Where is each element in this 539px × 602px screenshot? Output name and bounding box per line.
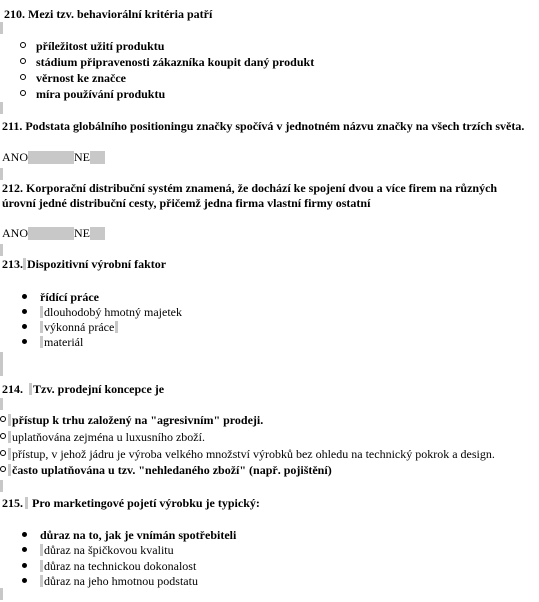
q210-option-4[interactable]: míra používání produktu bbox=[20, 87, 165, 101]
margin-marker bbox=[0, 480, 3, 492]
margin-marker bbox=[0, 22, 3, 34]
q210-option-3[interactable]: věrnost ke značce bbox=[20, 71, 126, 85]
bullet-icon bbox=[22, 309, 27, 314]
no-answer-box[interactable] bbox=[90, 151, 105, 164]
q215-option-1[interactable]: důraz na to, jak je vnímán spotřebiteli bbox=[22, 528, 236, 542]
bullet-icon bbox=[22, 563, 27, 568]
radio-circle-icon[interactable] bbox=[20, 74, 26, 80]
no-label: NE bbox=[74, 150, 90, 164]
q215-option-4[interactable]: důraz na jeho hmotnou podstatu bbox=[22, 574, 198, 588]
q214-option-3[interactable]: přístup, v jehož jádru je výroba velkého množství výrobků bez ohledu na technický pokrok a design. bbox=[0, 447, 495, 461]
q215-option-3[interactable]: důraz na technickou dokonalost bbox=[22, 559, 196, 573]
q214-option-2[interactable]: uplatňována zejména u luxusního zboží. bbox=[0, 430, 205, 444]
yes-answer-box[interactable] bbox=[28, 227, 74, 240]
margin-marker bbox=[0, 398, 3, 410]
radio-circle-icon[interactable] bbox=[0, 466, 6, 472]
no-answer-box[interactable] bbox=[90, 227, 105, 240]
q210-option-1[interactable]: příležitost užití produktu bbox=[20, 39, 164, 53]
q214-option-4[interactable]: často uplatňována u tzv. "nehledaného zboží" (např. pojištění) bbox=[0, 463, 332, 477]
bullet-icon bbox=[22, 578, 27, 583]
question-212-title-line2: úrovní jedné distribuční cesty, přičemž jedna firma vlastní firmy ostatní bbox=[2, 196, 371, 210]
radio-circle-icon[interactable] bbox=[0, 450, 6, 456]
question-213-title: 213. Dispozitivní výrobní faktor bbox=[2, 257, 167, 271]
yes-answer-box[interactable] bbox=[28, 151, 74, 164]
bullet-icon bbox=[22, 547, 27, 552]
margin-marker bbox=[0, 102, 3, 114]
yes-label: ANO bbox=[2, 226, 28, 240]
margin-marker bbox=[0, 352, 3, 364]
q211-answer-row bbox=[2, 150, 105, 164]
question-211-title: 211. Podstata globálního positioningu značky spočívá v jednotném názvu značky na všech trzích světa. bbox=[2, 119, 525, 133]
no-label: NE bbox=[74, 226, 90, 240]
margin-marker bbox=[0, 244, 3, 256]
radio-circle-icon[interactable] bbox=[20, 58, 26, 64]
q213-option-3[interactable]: výkonná práce bbox=[22, 320, 118, 334]
q212-answer-row bbox=[2, 226, 105, 240]
q210-option-2[interactable]: stádium připravenosti zákazníka koupit daný produkt bbox=[20, 55, 314, 69]
question-210-title: 210. Mezi tzv. behaviorální kritéria patří bbox=[4, 7, 213, 21]
radio-circle-icon[interactable] bbox=[20, 42, 26, 48]
bullet-icon bbox=[22, 324, 27, 329]
q213-option-2[interactable]: dlouhodobý hmotný majetek bbox=[22, 305, 182, 319]
margin-marker bbox=[0, 168, 3, 180]
yes-label: ANO bbox=[2, 150, 28, 164]
q213-option-4[interactable]: materiál bbox=[22, 335, 83, 349]
question-214-title: 214. Tzv. prodejní koncepce je bbox=[2, 382, 165, 396]
margin-marker bbox=[0, 364, 3, 376]
radio-circle-icon[interactable] bbox=[0, 416, 6, 422]
q215-option-2[interactable]: důraz na špičkovou kvalitu bbox=[22, 543, 174, 557]
margin-marker bbox=[0, 588, 3, 600]
bullet-icon bbox=[22, 339, 27, 344]
bullet-icon bbox=[22, 294, 27, 299]
q214-option-1[interactable]: přístup k trhu založený na "agresivním" prodeji. bbox=[0, 413, 263, 427]
radio-circle-icon[interactable] bbox=[0, 433, 6, 439]
bullet-icon bbox=[22, 532, 27, 537]
q213-option-1[interactable]: řídící práce bbox=[22, 290, 99, 304]
question-212-title-line1: 212. Korporační distribuční systém znamená, že dochází ke spojení dvou a více firem na různých bbox=[2, 181, 498, 195]
question-215-title: 215. Pro marketingové pojetí výrobku je typický: bbox=[2, 496, 260, 510]
radio-circle-icon[interactable] bbox=[20, 90, 26, 96]
